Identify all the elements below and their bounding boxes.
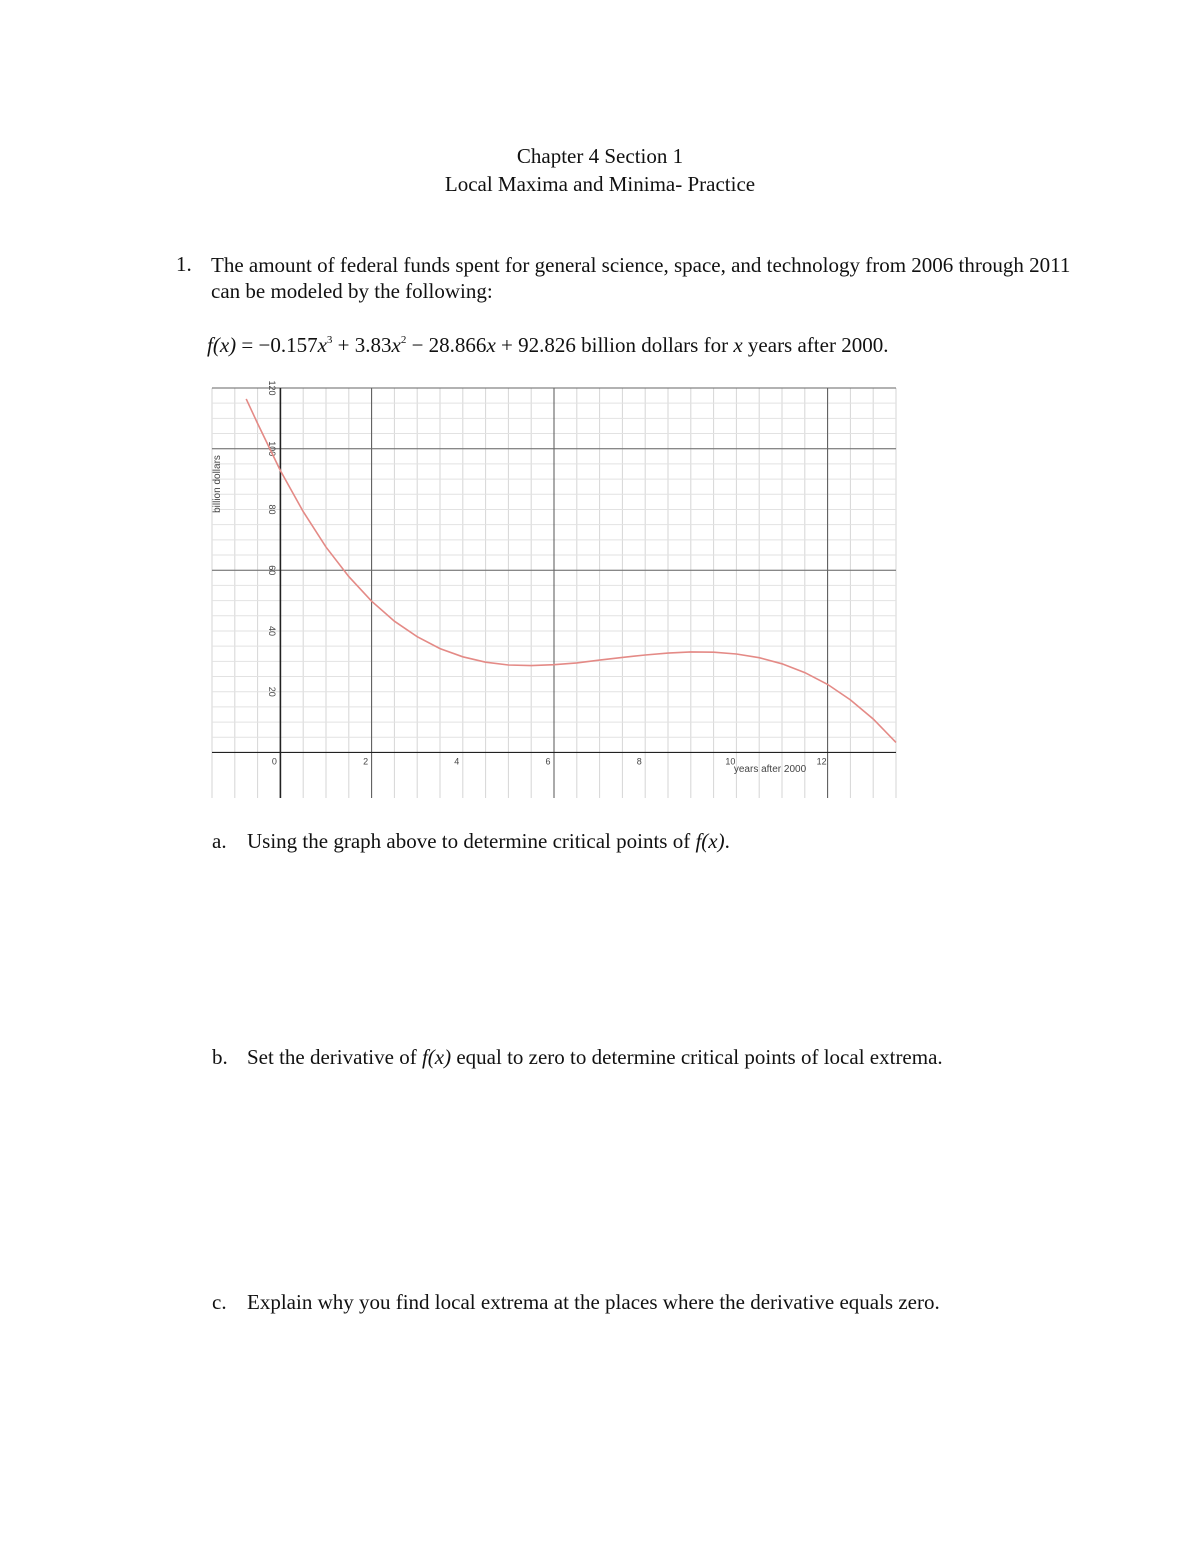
formula-lhs: f(x) [207,333,237,357]
x-tick-label: 8 [636,756,642,767]
x-tick-label: 6 [545,756,551,767]
part-b-letter: b. [212,1045,228,1069]
y-axis-label: billion dollars [212,455,223,513]
formula-t2: + 3.83 [332,333,392,357]
formula-exp3: 3 [326,334,333,346]
formula-xv: x [733,333,743,357]
y-tick-label: 120 [267,380,278,396]
y-tick-label: 60 [267,565,278,576]
part-a-text-before: Using the graph above to determine critical points of [247,829,696,853]
part-b-fx: f(x) [421,1045,452,1069]
formula-x1: x [486,333,496,357]
formula-t1: − 28.866 [406,333,487,357]
function-formula [207,333,888,358]
part-a-text-after: . [724,829,730,853]
part-b-text [247,1045,943,1070]
formula-x2: x [391,333,401,357]
x-tick-label: 0 [271,756,277,767]
part-a-text [247,829,730,854]
part-c-text-before: Explain why you find local extrema at the places where the derivative equals zero. [247,1290,940,1314]
part-c-letter: c. [212,1290,227,1314]
chapter-title: Chapter 4 Section 1 [516,144,684,168]
part-a-letter: a. [212,829,227,853]
part-b-text-after: equal to zero to determine critical points of local extrema. [451,1045,943,1069]
y-tick-label: 20 [267,686,278,697]
grid-major [212,388,896,798]
formula-eq: = −0.157 [236,333,318,357]
function-graph [205,380,905,805]
formula-tail: years after 2000. [742,333,889,357]
graph-svg [205,380,905,805]
question-number: 1. [176,252,192,276]
part-b-text-before: Set the derivative of [247,1045,422,1069]
x-tick-label: 12 [816,756,827,767]
y-tick-label: 100 [267,441,278,457]
x-axis-label: years after 2000 [733,764,807,775]
part-a-fx: f(x) [695,829,725,853]
page-header [0,142,1200,198]
formula-exp2: 2 [400,334,407,346]
x-tick-label: 10 [725,756,736,767]
part-c-text [247,1290,940,1315]
x-tick-label: 2 [363,756,369,767]
question-text: The amount of federal funds spent for general science, space, and technology from 2006 through 2011 can be modeled by the following: [211,253,1071,303]
section-title: Local Maxima and Minima- Practice [444,172,756,196]
y-tick-label: 40 [267,625,278,636]
tick-labels [267,380,827,766]
formula-x3: x [317,333,327,357]
x-tick-label: 4 [454,756,460,767]
y-tick-label: 80 [267,504,278,515]
formula-t0: + 92.826 billion dollars for [495,333,734,357]
